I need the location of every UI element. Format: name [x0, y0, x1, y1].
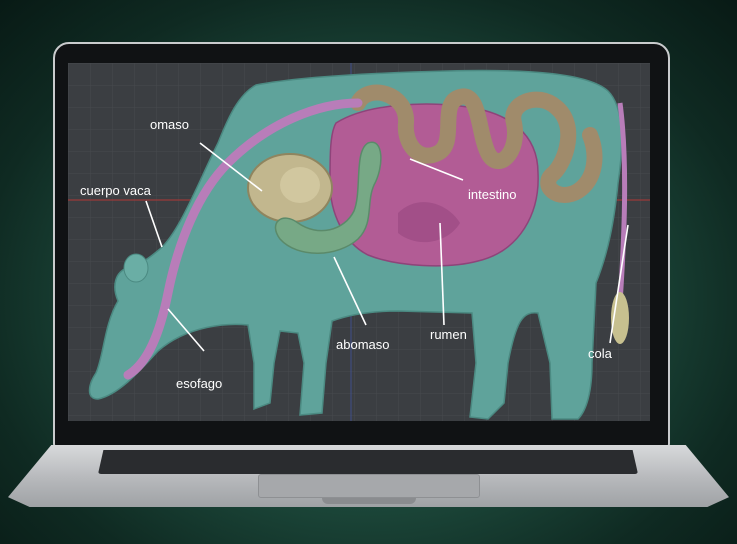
label-omaso: omaso — [150, 117, 190, 132]
label-rumen: rumen — [430, 327, 467, 342]
label-abomaso: abomaso — [336, 337, 390, 352]
label-cola: cola — [588, 346, 612, 361]
lid-notch — [322, 498, 416, 504]
cow-ear — [124, 254, 148, 282]
label-cuerpo-vaca: cuerpo vaca — [80, 183, 151, 198]
label-intestino: intestino — [468, 187, 517, 202]
label-esofago: esofago — [176, 376, 223, 391]
screen-bottom-bezel — [60, 421, 663, 445]
keyboard — [98, 450, 638, 474]
omaso-highlight — [280, 167, 320, 203]
cow-anatomy-illustration — [68, 63, 650, 421]
laptop-screen — [68, 63, 650, 421]
trackpad — [258, 474, 480, 498]
